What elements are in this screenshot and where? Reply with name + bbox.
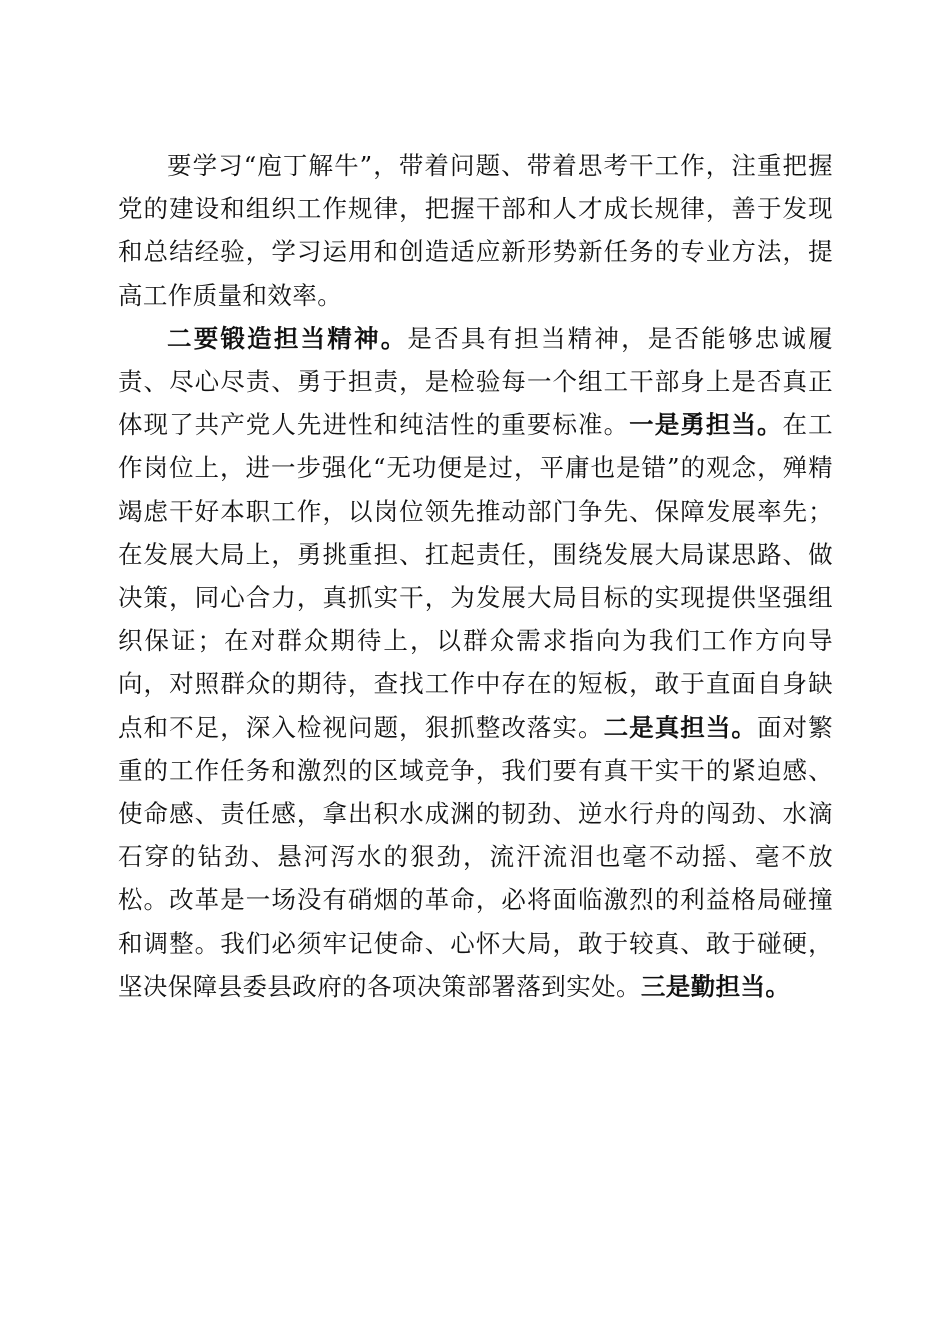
paragraph-2-text-c: 面对繁重的工作任务和激烈的区域竞争，我们要有真干实干的紧迫感、使命感、责任感，拿出积水成渊的韧劲、逆水行舟的闯劲、水滴石穿的钻劲、悬河泻水的狠劲，流汗流泪也毫不动摇、毫不放松。改革是一场没有硝烟的革命，必将面临激烈的利益格局碰撞和调整。我们必须牢记使命、心怀大局，敢于较真、敢于碰硬，坚决保障县委县政府的各项决策部署落到实处。 bbox=[118, 712, 834, 1001]
subheading-brave-responsibility: 一是勇担当。 bbox=[629, 410, 783, 440]
paragraph-2-text-b: 在工作岗位上，进一步强化“无功便是过，平庸也是错”的观念，殚精竭虑干好本职工作，以岗位领先推动部门争先、保障发展率先；在发展大局上，勇挑重担、扛起责任，围绕发展大局谋思路、做决策，同心合力，真抓实干，为发展大局目标的实现提供坚强组织保证；在对群众期待上，以群众需求指向为我们工作方向导向，对照群众的期待，查找工作中存在的短板，敢于直面自身缺点和不足，深入检视问题，狠抓整改落实。 bbox=[118, 410, 833, 742]
paragraph-1-text: 要学习“庖丁解牛”，带着问题、带着思考干工作，注重把握党的建设和组织工作规律，把握干部和人才成长规律，善于发现和总结经验，学习运用和创造适应新形势新任务的专业方法，提高工作质量和效率。 bbox=[118, 151, 833, 310]
heading-forge-responsibility: 二要锻造担当精神。 bbox=[167, 323, 408, 353]
document-body bbox=[118, 144, 833, 1008]
paragraph-1 bbox=[118, 144, 833, 317]
subheading-diligent-responsibility: 三是勤担当。 bbox=[640, 971, 791, 1001]
paragraph-2-text-a: 是否具有担当精神，是否能够忠诚履责、尽心尽责、勇于担责，是检验每一个组工干部身上是否真正体现了共产党人先进性和纯洁性的重要标准。 bbox=[118, 323, 833, 440]
subheading-true-responsibility: 二是真担当。 bbox=[603, 712, 757, 742]
paragraph-2 bbox=[118, 317, 833, 1008]
